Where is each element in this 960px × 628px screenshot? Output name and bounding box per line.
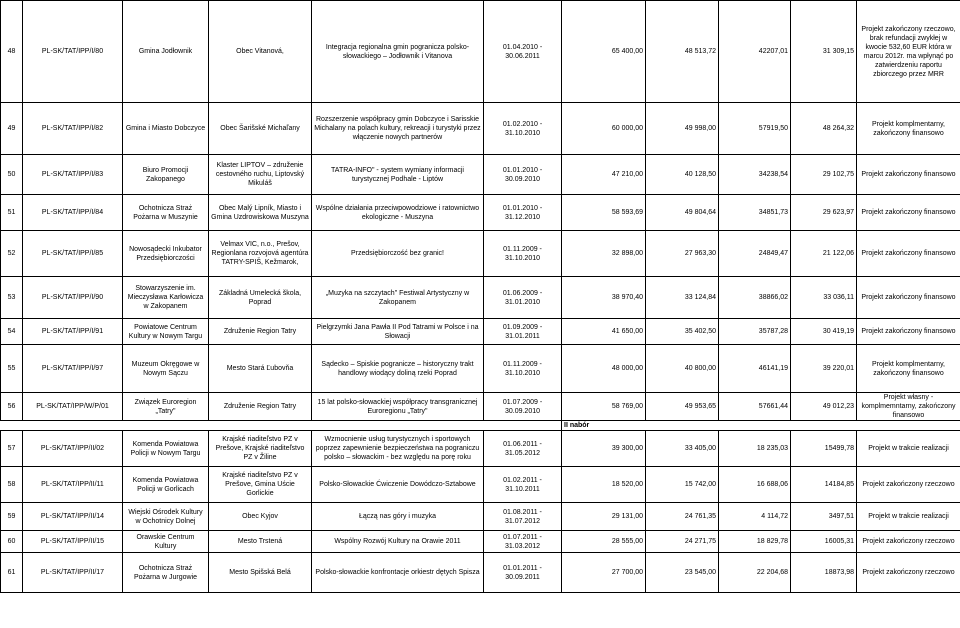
paid-amount-cell: 3497,51 (791, 503, 857, 531)
partner-name-cell: Mesto Stará Ľubovňa (209, 345, 312, 393)
eur-amount-cell: 42207,01 (719, 1, 791, 103)
row-number-cell: 54 (1, 319, 23, 345)
project-status-cell: Projekt zakończony rzeczowo (857, 553, 960, 593)
efrr-amount-cell: 49 953,65 (646, 393, 719, 421)
lead-partner-cell: Komenda Powiatowa Policji w Nowym Targu (123, 431, 209, 467)
partner-name-cell: Mesto Trstená (209, 531, 312, 553)
project-status-cell: Projekt zakończony rzeczowo, brak refundacji zwykłej w kwocie 532,60 EUR która w marcu 2012r. ma wpłynąć po zatwierdzeniu raportu zbiorczego przez MRR (857, 1, 960, 103)
partner-name-cell: Mesto Spišská Belá (209, 553, 312, 593)
period-cell: 01.01.2011 - 30.09.2011 (484, 553, 562, 593)
row-number-cell: 56 (1, 393, 23, 421)
partner-name-cell: Združenie Region Tatry (209, 319, 312, 345)
project-title-cell: Rozszerzenie współpracy gmin Dobczyce i Sarisskie Michalany na polach kultury, rekreacji i turystyki przez włączenie nowych partnerów (312, 103, 484, 155)
total-cost-cell: 27 700,00 (562, 553, 646, 593)
partner-name-cell: Obec Kyjov (209, 503, 312, 531)
project-title-cell: Sądecko – Spiskie pogranicze – historyczny trakt handlowy wiodący doliną rzeki Poprad (312, 345, 484, 393)
row-number-cell: 57 (1, 431, 23, 467)
lead-partner-cell: Stowarzyszenie im. Mieczysława Karłowicza w Zakopanem (123, 277, 209, 319)
lead-partner-cell: Ochotnicza Straż Pożarna w Jurgowie (123, 553, 209, 593)
total-cost-cell: 39 300,00 (562, 431, 646, 467)
eur-amount-cell: 46141,19 (719, 345, 791, 393)
project-code-cell: PL-SK/TAT/IPP/I/83 (23, 155, 123, 195)
efrr-amount-cell: 24 271,75 (646, 531, 719, 553)
lead-partner-cell: Ochotnicza Straż Pożarna w Muszynie (123, 195, 209, 231)
eur-amount-cell: 4 114,72 (719, 503, 791, 531)
lead-partner-cell: Nowosądecki Inkubator Przedsiębiorczości (123, 231, 209, 277)
project-status-cell: Projekt zakończony finansowo (857, 231, 960, 277)
total-cost-cell: 41 650,00 (562, 319, 646, 345)
project-code-cell: PL-SK/TAT/IPP/II/14 (23, 503, 123, 531)
paid-amount-cell: 16005,31 (791, 531, 857, 553)
partner-name-cell: Združenie Region Tatry (209, 393, 312, 421)
efrr-amount-cell: 40 128,50 (646, 155, 719, 195)
project-status-cell: Projekt w trakcie realizacji (857, 503, 960, 531)
project-code-cell: PL-SK/TAT/IPP/II/17 (23, 553, 123, 593)
period-cell: 01.11.2009 - 31.10.2010 (484, 345, 562, 393)
partner-name-cell: Obec Malý Lipník, Miasto i Gmina Uzdrowiskowa Muszyna (209, 195, 312, 231)
partner-name-cell: Obec Vitanová, (209, 1, 312, 103)
eur-amount-cell: 57919,50 (719, 103, 791, 155)
row-number-cell: 61 (1, 553, 23, 593)
efrr-amount-cell: 15 742,00 (646, 467, 719, 503)
project-code-cell: PL-SK/TAT/IPP/I/90 (23, 277, 123, 319)
paid-amount-cell: 29 623,97 (791, 195, 857, 231)
project-code-cell: PL-SK/TAT/IPP/W/P/01 (23, 393, 123, 421)
efrr-amount-cell: 27 963,30 (646, 231, 719, 277)
eur-amount-cell: 22 204,68 (719, 553, 791, 593)
efrr-amount-cell: 33 405,00 (646, 431, 719, 467)
efrr-amount-cell: 33 124,84 (646, 277, 719, 319)
total-cost-cell: 28 555,00 (562, 531, 646, 553)
lead-partner-cell: Związek Euroregion „Tatry" (123, 393, 209, 421)
period-cell: 01.06.2011 - 31.05.2012 (484, 431, 562, 467)
eur-amount-cell: 38866,02 (719, 277, 791, 319)
project-code-cell: PL-SK/TAT/IPP/II/11 (23, 467, 123, 503)
row-number-cell: 53 (1, 277, 23, 319)
project-title-cell: Pielgrzymki Jana Pawła II Pod Tatrami w Polsce i na Słowacji (312, 319, 484, 345)
project-title-cell: Wspólny Rozwój Kultury na Orawie 2011 (312, 531, 484, 553)
efrr-amount-cell: 49 804,64 (646, 195, 719, 231)
project-code-cell: PL-SK/TAT/IPP/I/91 (23, 319, 123, 345)
lead-partner-cell: Biuro Promocji Zakopanego (123, 155, 209, 195)
paid-amount-cell: 18873,98 (791, 553, 857, 593)
lead-partner-cell: Wiejski Ośrodek Kultury w Ochotnicy Dolnej (123, 503, 209, 531)
partner-name-cell: Velmax VIC, n.o., Prešov, Regionlana rozvojová agentúra TATRY-SPIŠ, Kežmarok, (209, 231, 312, 277)
project-title-cell: TATRA-INFO" - system wymiany informacji turystycznej Podhale - Liptów (312, 155, 484, 195)
period-cell: 01.01.2010 - 30.09.2010 (484, 155, 562, 195)
lead-partner-cell: Powiatowe Centrum Kultury w Nowym Targu (123, 319, 209, 345)
eur-amount-cell: 24849,47 (719, 231, 791, 277)
total-cost-cell: 47 210,00 (562, 155, 646, 195)
partner-name-cell: Klaster LIPTOV – združenie cestovného ruchu, Liptovský Mikuláš (209, 155, 312, 195)
project-code-cell: PL-SK/TAT/IPP/I/82 (23, 103, 123, 155)
total-cost-cell: 38 970,40 (562, 277, 646, 319)
lead-partner-cell: Komenda Powiatowa Policji w Gorlicach (123, 467, 209, 503)
total-cost-cell: 32 898,00 (562, 231, 646, 277)
lead-partner-cell: Gmina i Miasto Dobczyce (123, 103, 209, 155)
project-status-cell: Projekt zakończony finansowo (857, 277, 960, 319)
project-status-cell: Projekt własny - komplmemntarny, zakończony finansowo (857, 393, 960, 421)
partner-name-cell: Základná Umelecká škola, Poprad (209, 277, 312, 319)
efrr-amount-cell: 40 800,00 (646, 345, 719, 393)
project-status-cell: Projekt zakończony rzeczowo (857, 531, 960, 553)
total-cost-cell: 65 400,00 (562, 1, 646, 103)
section-label: II nabór (562, 421, 960, 431)
row-number-cell: 60 (1, 531, 23, 553)
table-row (1, 277, 960, 319)
paid-amount-cell: 48 264,32 (791, 103, 857, 155)
efrr-amount-cell: 24 761,35 (646, 503, 719, 531)
project-title-cell: 15 lat polsko-słowackiej współpracy transgranicznej Euroregionu „Tatry" (312, 393, 484, 421)
eur-amount-cell: 34851,73 (719, 195, 791, 231)
project-code-cell: PL-SK/TAT/IPP/II/02 (23, 431, 123, 467)
project-title-cell: Wspólne działania przeciwpowodziowe i ratownictwo ekologiczne - Muszyna (312, 195, 484, 231)
total-cost-cell: 48 000,00 (562, 345, 646, 393)
table-row (1, 503, 960, 531)
row-number-cell: 59 (1, 503, 23, 531)
partner-name-cell: Krajské riaditeľstvo PZ v Prešove, Gmina Uście Gorlickie (209, 467, 312, 503)
project-code-cell: PL-SK/TAT/IPP/I/84 (23, 195, 123, 231)
period-cell: 01.02.2011 - 31.10.2011 (484, 467, 562, 503)
lead-partner-cell: Orawskie Centrum Kultury (123, 531, 209, 553)
paid-amount-cell: 15499,78 (791, 431, 857, 467)
paid-amount-cell: 39 220,01 (791, 345, 857, 393)
section-spacer (1, 421, 562, 431)
project-status-cell: Projekt zakończony finansowo (857, 319, 960, 345)
eur-amount-cell: 35787,28 (719, 319, 791, 345)
table-row (1, 231, 960, 277)
table-row (1, 553, 960, 593)
period-cell: 01.08.2011 - 31.07.2012 (484, 503, 562, 531)
total-cost-cell: 29 131,00 (562, 503, 646, 531)
efrr-amount-cell: 48 513,72 (646, 1, 719, 103)
project-status-cell: Projekt komplmentarny, zakończony finansowo (857, 345, 960, 393)
total-cost-cell: 58 769,00 (562, 393, 646, 421)
table-row (1, 531, 960, 553)
eur-amount-cell: 34238,54 (719, 155, 791, 195)
period-cell: 01.04.2010 - 30.06.2011 (484, 1, 562, 103)
eur-amount-cell: 18 235,03 (719, 431, 791, 467)
project-code-cell: PL-SK/TAT/IPP/I/97 (23, 345, 123, 393)
row-number-cell: 52 (1, 231, 23, 277)
project-code-cell: PL-SK/TAT/IPP/I/85 (23, 231, 123, 277)
paid-amount-cell: 29 102,75 (791, 155, 857, 195)
table-row (1, 431, 960, 467)
section-row (1, 421, 960, 431)
table-row (1, 345, 960, 393)
project-title-cell: „Muzyka na szczytach" Festiwal Artystyczny w Zakopanem (312, 277, 484, 319)
project-title-cell: Przedsiębiorczość bez granic! (312, 231, 484, 277)
row-number-cell: 48 (1, 1, 23, 103)
table-body (1, 1, 960, 593)
lead-partner-cell: Gmina Jodłownik (123, 1, 209, 103)
table-row (1, 467, 960, 503)
paid-amount-cell: 31 309,15 (791, 1, 857, 103)
period-cell: 01.07.2011 - 31.03.2012 (484, 531, 562, 553)
efrr-amount-cell: 23 545,00 (646, 553, 719, 593)
period-cell: 01.09.2009 - 31.01.2011 (484, 319, 562, 345)
efrr-amount-cell: 49 998,00 (646, 103, 719, 155)
period-cell: 01.07.2009 - 30.09.2010 (484, 393, 562, 421)
project-status-cell: Projekt zakończony rzeczowo (857, 467, 960, 503)
table-row (1, 1, 960, 103)
table-row (1, 195, 960, 231)
total-cost-cell: 58 593,69 (562, 195, 646, 231)
lead-partner-cell: Muzeum Okręgowe w Nowym Sączu (123, 345, 209, 393)
eur-amount-cell: 57661,44 (719, 393, 791, 421)
paid-amount-cell: 21 122,06 (791, 231, 857, 277)
row-number-cell: 49 (1, 103, 23, 155)
paid-amount-cell: 14184,85 (791, 467, 857, 503)
row-number-cell: 50 (1, 155, 23, 195)
table-row (1, 393, 960, 421)
eur-amount-cell: 16 688,06 (719, 467, 791, 503)
project-code-cell: PL-SK/TAT/IPP/I/80 (23, 1, 123, 103)
project-title-cell: Polsko-Słowackie Ćwiczenie Dowódczo-Sztabowe (312, 467, 484, 503)
period-cell: 01.11.2009 - 31.10.2010 (484, 231, 562, 277)
eur-amount-cell: 18 829,78 (719, 531, 791, 553)
table-row (1, 103, 960, 155)
project-status-cell: Projekt zakończony finansowo (857, 155, 960, 195)
project-status-cell: Projekt zakończony finansowo (857, 195, 960, 231)
project-code-cell: PL-SK/TAT/IPP/II/15 (23, 531, 123, 553)
project-status-cell: Projekt w trakcie realizacji (857, 431, 960, 467)
project-title-cell: Polsko-słowackie konfrontacje orkiestr dętych Spisza (312, 553, 484, 593)
row-number-cell: 58 (1, 467, 23, 503)
table-row (1, 319, 960, 345)
period-cell: 01.02.2010 - 31.10.2010 (484, 103, 562, 155)
project-title-cell: Wzmocnienie usług turystycznych i sportowych poprzez zapewnienie bezpieczeństwa na pograniczu polsko – słowackim - bez względu na porę roku (312, 431, 484, 467)
total-cost-cell: 60 000,00 (562, 103, 646, 155)
table-row (1, 155, 960, 195)
project-status-cell: Projekt komplmentarny, zakończony finansowo (857, 103, 960, 155)
project-title-cell: Integracja regionalna gmin pogranicza polsko-słowackiego – Jodłownik i Vitanova (312, 1, 484, 103)
project-title-cell: Łączą nas góry i muzyka (312, 503, 484, 531)
period-cell: 01.06.2009 - 31.01.2010 (484, 277, 562, 319)
row-number-cell: 55 (1, 345, 23, 393)
paid-amount-cell: 33 036,11 (791, 277, 857, 319)
total-cost-cell: 18 520,00 (562, 467, 646, 503)
paid-amount-cell: 30 419,19 (791, 319, 857, 345)
row-number-cell: 51 (1, 195, 23, 231)
paid-amount-cell: 49 012,23 (791, 393, 857, 421)
period-cell: 01.01.2010 - 31.12.2010 (484, 195, 562, 231)
efrr-amount-cell: 35 402,50 (646, 319, 719, 345)
partner-name-cell: Krajské riaditeľstvo PZ v Prešove, Krajské riaditeľstvo PZ v Žiline (209, 431, 312, 467)
partner-name-cell: Obec Šarišské Michaľany (209, 103, 312, 155)
